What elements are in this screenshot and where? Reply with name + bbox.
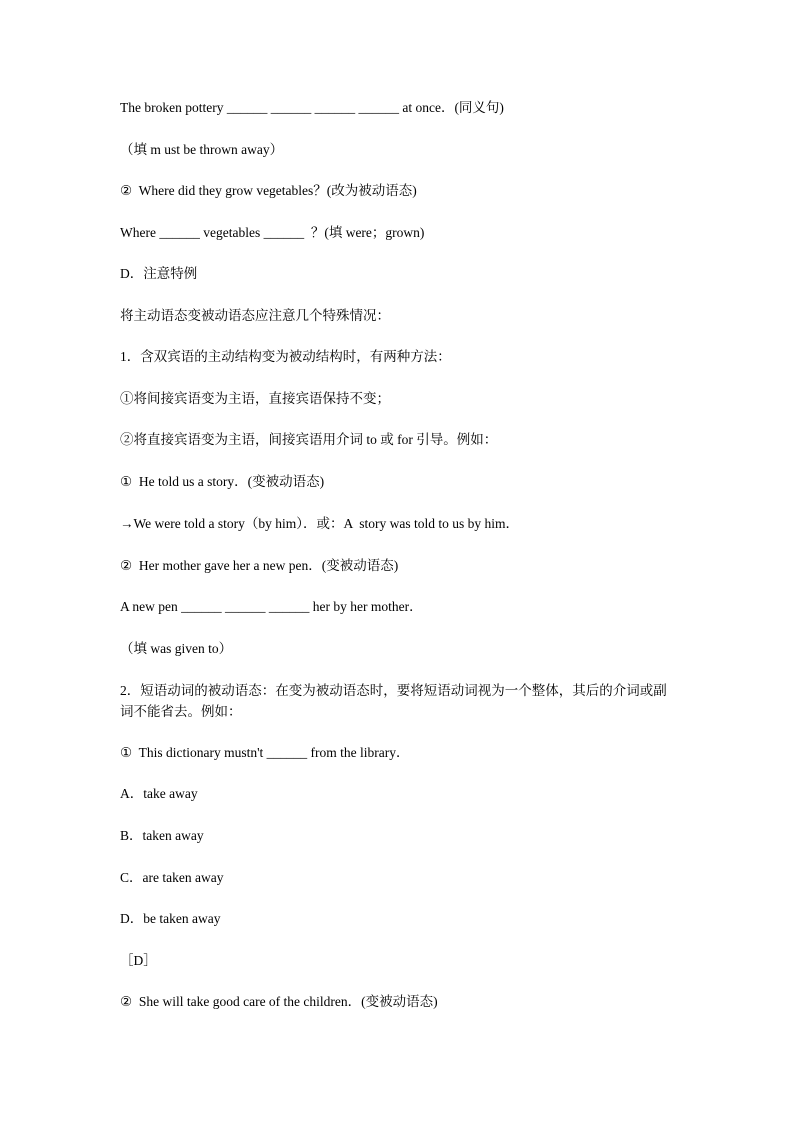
rule-method: ①将间接宾语变为主语，直接宾语保持不变；: [120, 391, 390, 406]
choice-option: C．are taken away: [120, 870, 224, 885]
choice-question: ① This dictionary mustn't ______ from the library．: [120, 745, 410, 760]
section-heading: D．注意特例: [120, 266, 198, 281]
example-question: ① He told us a story．(变被动语态): [120, 474, 325, 489]
fill-blank-question: Where ______ vegetables ______ ？(填 were；grown): [120, 225, 425, 240]
fill-blank-question: A new pen ______ ______ ______ her by her mother．: [120, 599, 423, 614]
sentence-rewrite-question: The broken pottery ______ ______ ______ ______ at once．(同义句): [120, 100, 504, 115]
rule-heading: 2．短语动词的被动语态：在变为被动语态时，要将短语动词视为一个整体，其后的介词或副词不能省去。例如：: [120, 683, 667, 719]
rule-heading: 1．含双宾语的主动结构变为被动结构时，有两种方法：: [120, 349, 451, 364]
example-question: ② Where did they grow vegetables？(改为被动语态): [120, 183, 417, 198]
choice-option: A．take away: [120, 786, 198, 801]
example-answer: →We were told a story（by him）．或：A story was told to us by him．: [120, 516, 520, 531]
answer-hint: （填 m ust be thrown away）: [120, 142, 284, 157]
paragraph-intro: 将主动语态变被动语态应注意几个特殊情况：: [120, 308, 390, 323]
choice-option: D．be taken away: [120, 911, 221, 926]
choice-option: B．taken away: [120, 828, 204, 843]
example-question: ② Her mother gave her a new pen．(变被动语态): [120, 558, 399, 573]
answer-hint: （填 was given to）: [120, 641, 233, 656]
rule-method: ②将直接宾语变为主语，间接宾语用介词 to 或 for 引导。例如：: [120, 432, 498, 447]
example-question: ② She will take good care of the children．(变被动语态): [120, 994, 438, 1009]
answer-key: ［D］: [120, 953, 157, 968]
